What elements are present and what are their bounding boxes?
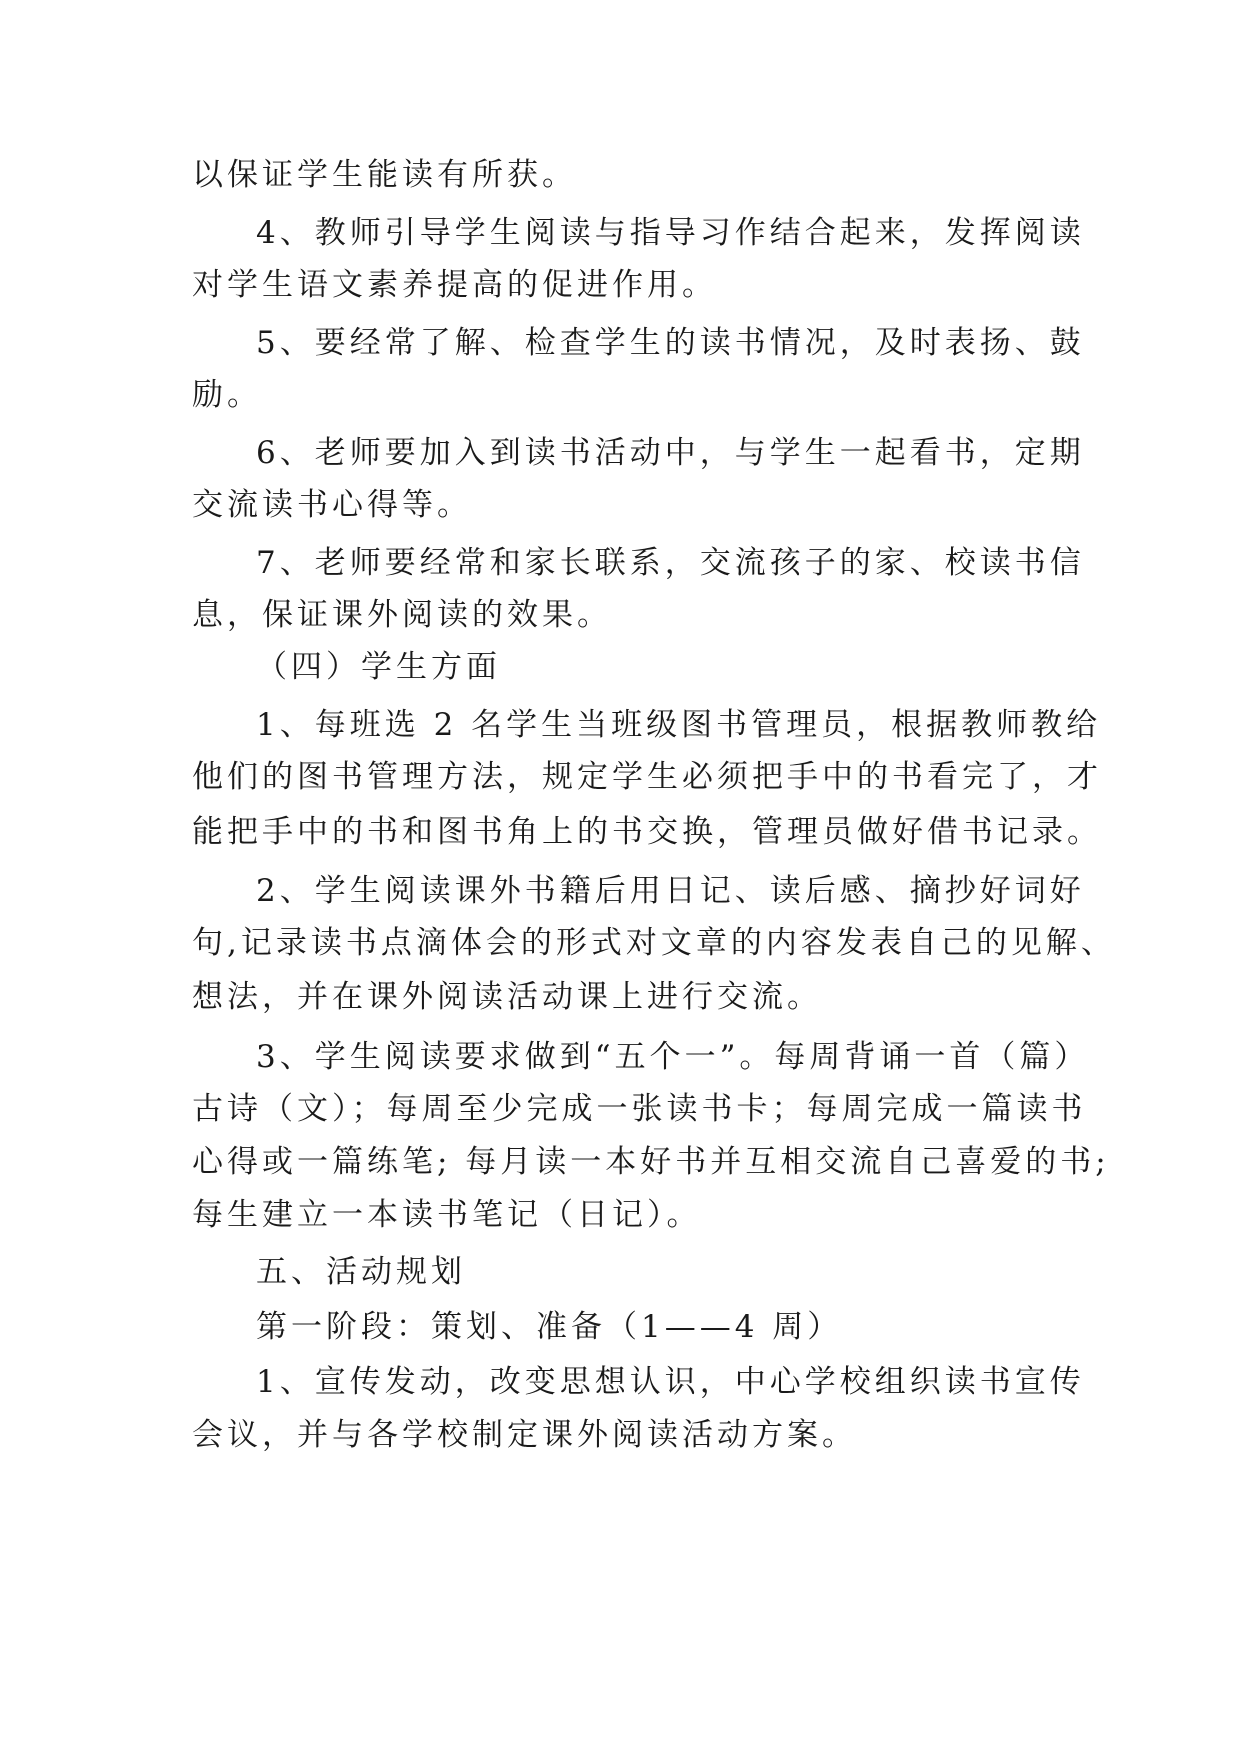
stage-heading: 第一阶段：策划、准备（1——4 周）	[256, 1309, 843, 1345]
paragraph-line: 对学生语文素养提高的促进作用。	[192, 267, 717, 303]
paragraph-line: 会议，并与各学校制定课外阅读活动方案。	[192, 1417, 857, 1453]
paragraph-line: 每生建立一本读书笔记（日记）。	[192, 1197, 702, 1233]
paragraph-line: 励。	[192, 377, 262, 413]
paragraph-line: 心得或一篇练笔; 每月读一本好书并互相交流自己喜爱的书;	[192, 1144, 1110, 1180]
paragraph-line: 以保证学生能读有所获。	[192, 157, 577, 193]
paragraph-line: 3、学生阅读要求做到“五个一”。每周背诵一首（篇）	[256, 1039, 1090, 1075]
paragraph-line: 7、老师要经常和家长联系，交流孩子的家、校读书信	[256, 545, 1085, 581]
paragraph-line: 2、学生阅读课外书籍后用日记、读后感、摘抄好词好	[256, 873, 1085, 909]
paragraph-line: 4、教师引导学生阅读与指导习作结合起来，发挥阅读	[256, 215, 1085, 251]
paragraph-line: 5、要经常了解、检查学生的读书情况，及时表扬、鼓	[256, 325, 1085, 361]
paragraph-line: 息，保证课外阅读的效果。	[192, 597, 612, 633]
section-heading: 五、活动规划	[256, 1254, 466, 1290]
paragraph-line: 句,记录读书点滴体会的形式对文章的内容发表自己的见解、	[192, 925, 1116, 961]
paragraph-line: 能把手中的书和图书角上的书交换，管理员做好借书记录。	[192, 814, 1102, 850]
paragraph-line: 想法，并在课外阅读活动课上进行交流。	[192, 979, 822, 1015]
section-heading: （四）学生方面	[256, 649, 501, 685]
paragraph-line: 6、老师要加入到读书活动中，与学生一起看书，定期	[256, 435, 1085, 471]
paragraph-line: 1、每班选 2 名学生当班级图书管理员，根据教师教给	[256, 707, 1102, 743]
paragraph-line: 交流读书心得等。	[192, 487, 472, 523]
paragraph-line: 古诗（文）；每周至少完成一张读书卡；每周完成一篇读书	[192, 1091, 1087, 1127]
paragraph-line: 他们的图书管理方法，规定学生必须把手中的书看完了，才	[192, 759, 1102, 795]
paragraph-line: 1、宣传发动，改变思想认识，中心学校组织读书宣传	[256, 1364, 1085, 1400]
